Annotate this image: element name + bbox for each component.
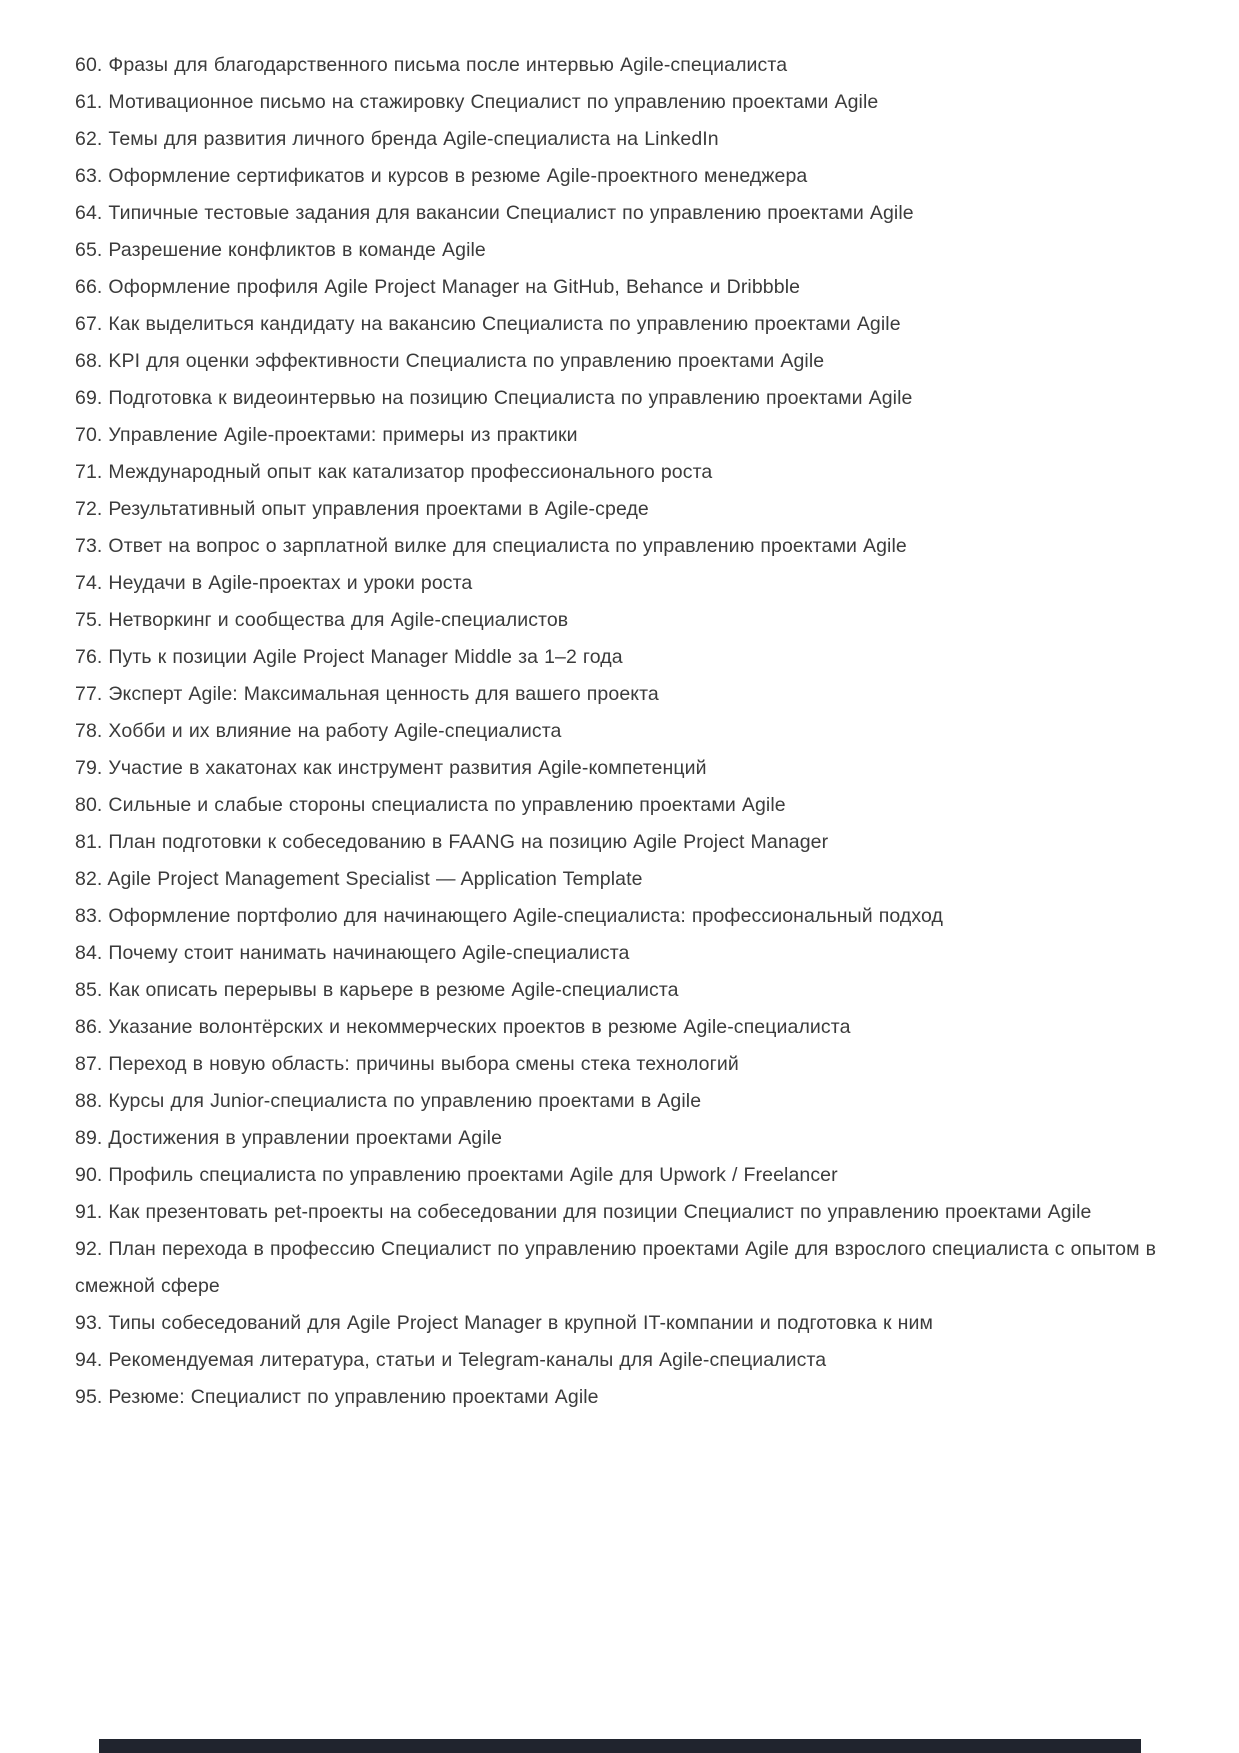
list-item: 91. Как презентовать pet-проекты на собеседовании для позиции Специалист по управлению проектами Agile	[75, 1201, 1092, 1223]
list-item: 76. Путь к позиции Agile Project Manager Middle за 1–2 года	[75, 646, 623, 668]
list-item: 62. Темы для развития личного бренда Agile-специалиста на LinkedIn	[75, 128, 719, 150]
list-item: 75. Нетворкинг и сообщества для Agile-специалистов	[75, 609, 569, 631]
list-item: 77. Эксперт Agile: Максимальная ценность для вашего проекта	[75, 683, 659, 705]
list-item: 61. Мотивационное письмо на стажировку Специалист по управлению проектами Agile	[75, 91, 879, 113]
list-item: 73. Ответ на вопрос о зарплатной вилке для специалиста по управлению проектами Agile	[75, 535, 907, 557]
footer-bar	[99, 1739, 1141, 1753]
list-item: 92. План перехода в профессию Специалист по управлению проектами Agile для взрослого специалиста с опытом в смежной сфере	[75, 1238, 1157, 1297]
list-item: 86. Указание волонтёрских и некоммерческих проектов в резюме Agile-специалиста	[75, 1016, 851, 1038]
list-item: 82. Agile Project Management Specialist — Application Template	[75, 868, 643, 890]
list-item: 67. Как выделиться кандидату на вакансию Специалиста по управлению проектами Agile	[75, 313, 901, 335]
list-item: 90. Профиль специалиста по управлению проектами Agile для Upwork / Freelancer	[75, 1164, 838, 1186]
list-item: 64. Типичные тестовые задания для вакансии Специалист по управлению проектами Agile	[75, 202, 914, 224]
list-item: 80. Сильные и слабые стороны специалиста по управлению проектами Agile	[75, 794, 786, 816]
list-item: 78. Хобби и их влияние на работу Agile-специалиста	[75, 720, 562, 742]
list-item: 88. Курсы для Junior-специалиста по управлению проектами в Agile	[75, 1090, 702, 1112]
list-item: 66. Оформление профиля Agile Project Manager на GitHub, Behance и Dribbble	[75, 276, 801, 298]
list-item: 63. Оформление сертификатов и курсов в резюме Agile-проектного менеджера	[75, 165, 808, 187]
document-list	[75, 47, 1165, 1416]
list-item: 72. Результативный опыт управления проектами в Agile-среде	[75, 498, 649, 520]
list-item: 60. Фразы для благодарственного письма после интервью Agile-специалиста	[75, 54, 788, 76]
list-item: 65. Разрешение конфликтов в команде Agile	[75, 239, 486, 261]
list-item: 87. Переход в новую область: причины выбора смены стека технологий	[75, 1053, 739, 1075]
list-item: 81. План подготовки к собеседованию в FAANG на позицию Agile Project Manager	[75, 831, 829, 853]
list-item: 93. Типы собеседований для Agile Project Manager в крупной IT-компании и подготовка к ним	[75, 1312, 934, 1334]
list-item: 94. Рекомендуемая литература, статьи и Telegram-каналы для Agile-специалиста	[75, 1349, 827, 1371]
list-item: 84. Почему стоит нанимать начинающего Agile-специалиста	[75, 942, 630, 964]
list-item: 70. Управление Agile-проектами: примеры из практики	[75, 424, 578, 446]
list-item: 83. Оформление портфолио для начинающего Agile-специалиста: профессиональный подход	[75, 905, 943, 927]
list-item: 79. Участие в хакатонах как инструмент развития Agile-компетенций	[75, 757, 707, 779]
list-item: 69. Подготовка к видеоинтервью на позицию Специалиста по управлению проектами Agile	[75, 387, 913, 409]
list-item: 95. Резюме: Специалист по управлению проектами Agile	[75, 1386, 599, 1408]
list-item: 68. KPI для оценки эффективности Специалиста по управлению проектами Agile	[75, 350, 825, 372]
list-item: 74. Неудачи в Agile-проектах и уроки роста	[75, 572, 473, 594]
list-item: 89. Достижения в управлении проектами Agile	[75, 1127, 503, 1149]
list-item: 85. Как описать перерывы в карьере в резюме Agile-специалиста	[75, 979, 679, 1001]
list-item: 71. Международный опыт как катализатор профессионального роста	[75, 461, 713, 483]
